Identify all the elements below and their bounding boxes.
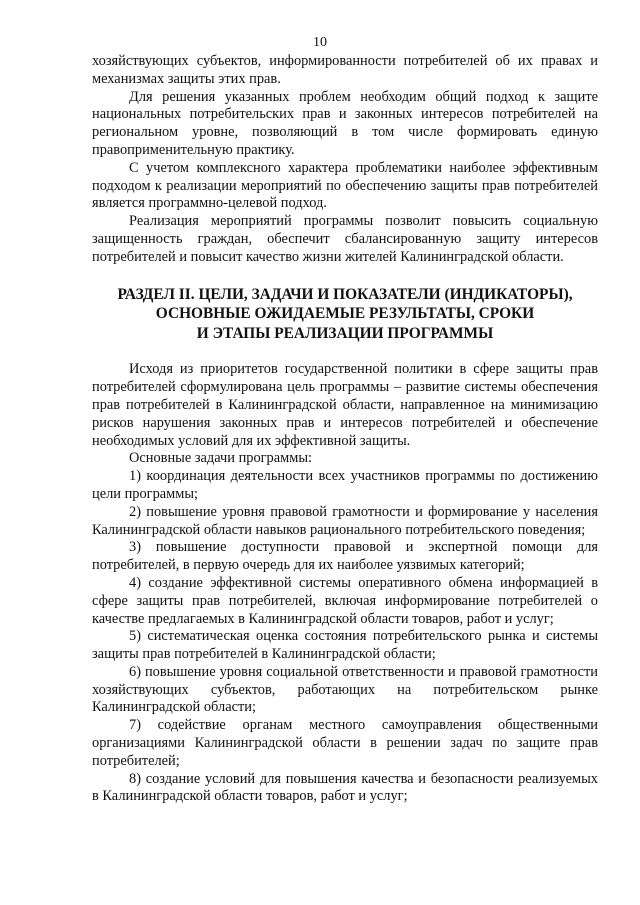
task-item: 6) повышение уровня социальной ответственности и правовой грамотности хозяйствующих субъектов, работающих на потребительском рынке Калининградской области; (92, 663, 598, 716)
paragraph: Для решения указанных проблем необходим общий подход к защите национальных потребительских прав и законных интересов потребителей на региональном уровне, позволяющий в том числе формировать единую правоприменительную практику. (92, 88, 598, 158)
task-item: 7) содействие органам местного самоуправления общественными организациями Калининградской области в решении задач по защите прав потребителей; (92, 717, 598, 769)
page-number: 10 (313, 35, 327, 50)
section-heading (92, 285, 598, 344)
paragraph: Реализация мероприятий программы позволит повысить социальную защищенность граждан, обеспечит сбалансированную защиту интересов потребителей и повысит качество жизни жителей Калининградской области. (92, 213, 598, 265)
section-heading-line: РАЗДЕЛ II. ЦЕЛИ, ЗАДАЧИ И ПОКАЗАТЕЛИ (ИНДИКАТОРЫ), (117, 285, 573, 303)
paragraph: С учетом комплексного характера проблематики наиболее эффективным подходом к реализации мероприятий по обеспечению защиты прав потребителей является программно-целевой подход. (92, 159, 598, 212)
tasks-intro: Основные задачи программы: (129, 450, 313, 467)
task-item: 5) систематическая оценка состояния потребительского рынка и системы защиты прав потребителей в Калининградской области; (92, 628, 598, 663)
document-body (92, 53, 598, 806)
task-item: 4) создание эффективной системы оперативного обмена информацией в сфере защиты прав потребителей, включая информирование потребителей о качестве предлагаемых в Калининградской области товаров, работ и услуг; (92, 574, 598, 627)
task-item: 3) повышение доступности правовой и экспертной помощи для потребителей, в первую очередь для их наиболее уязвимых категорий; (92, 539, 598, 574)
goal-paragraph: Исходя из приоритетов государственной политики в сфере защиты прав потребителей сформулирована цель программы – развитие системы обеспечения прав потребителей в Калининградской области, направленное на минимизацию рисков нарушения законных прав и интересов потребителей и обеспечение необходимых условий для их эффективной защиты. (92, 361, 598, 449)
paragraph-continuation: хозяйствующих субъектов, информированности потребителей об их правах и механизмах защиты этих прав. (92, 53, 598, 87)
section-heading-line: ОСНОВНЫЕ ОЖИДАЕМЫЕ РЕЗУЛЬТАТЫ, СРОКИ (155, 305, 535, 323)
section-heading-line: И ЭТАПЫ РЕАЛИЗАЦИИ ПРОГРАММЫ (196, 324, 494, 342)
task-item: 2) повышение уровня правовой грамотности и формирование у населения Калининградской области навыков рационального потребительского поведения; (92, 503, 598, 538)
task-item: 8) создание условий для повышения качества и безопасности реализуемых в Калининградской области товаров, работ и услуг; (92, 770, 598, 805)
task-item: 1) координация деятельности всех участников программы по достижению цели программы; (92, 468, 598, 502)
